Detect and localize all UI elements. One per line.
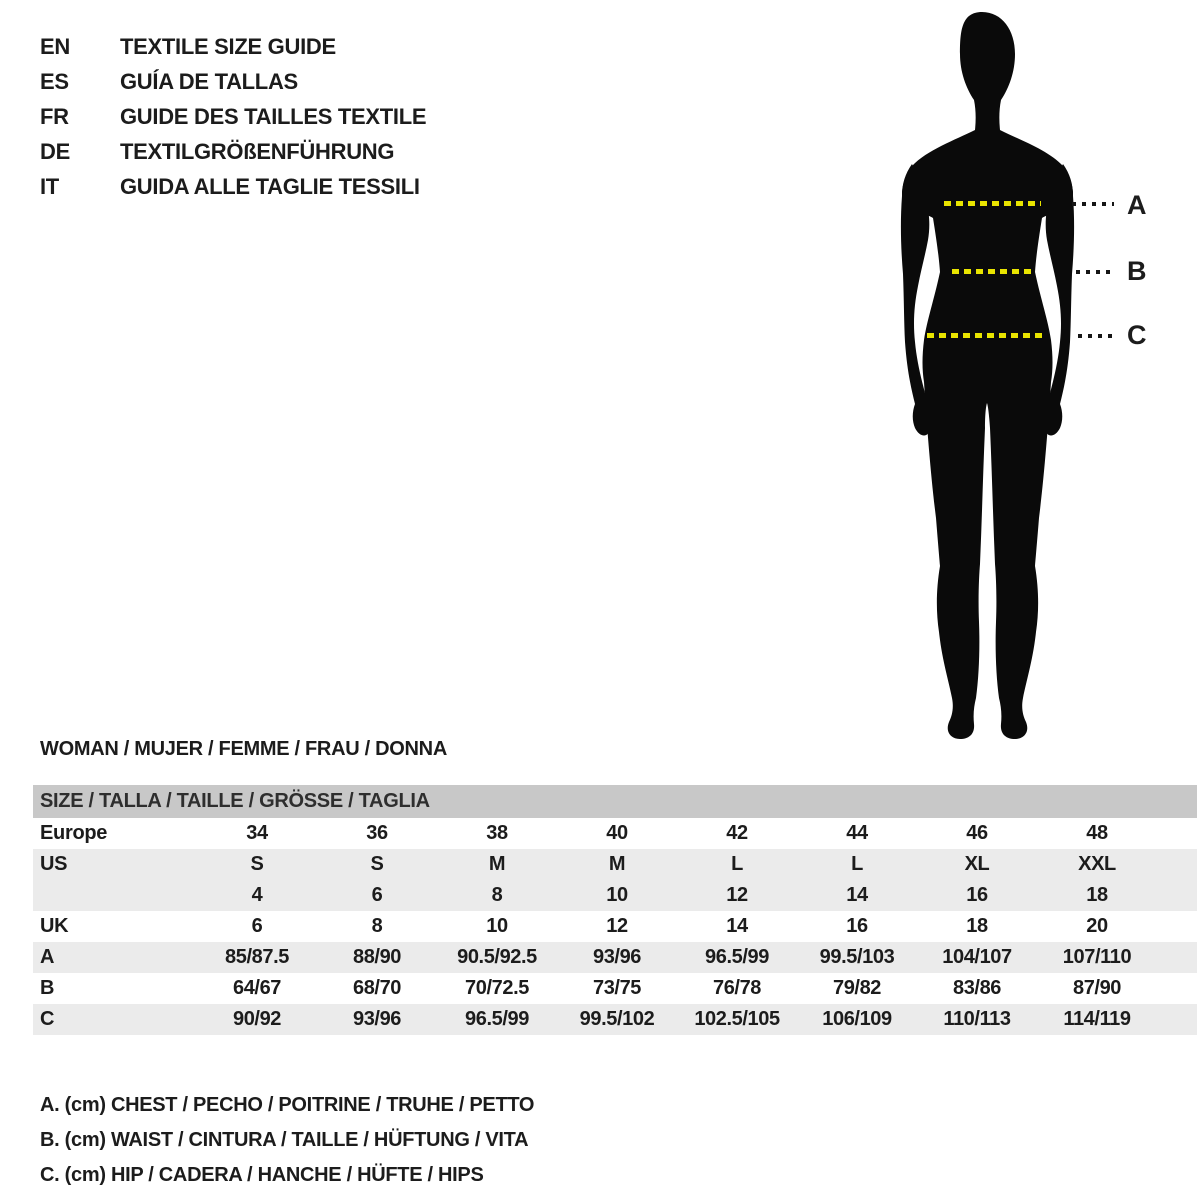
hip-leader-dots [1078,334,1114,338]
size-cell: L [731,853,743,875]
size-cell: 36 [366,822,388,844]
measure-label-waist: B [1127,256,1147,286]
legend-line-chest: A. (cm) CHEST / PECHO / POITRINE / TRUHE / PETTO [40,1094,535,1116]
size-cell: 79/82 [832,977,882,999]
row-filler [1157,973,1197,1004]
language-title: GUIDE DES TAILLES TEXTILE [120,103,427,129]
measurement-legend [40,1088,534,1193]
size-table-row [33,911,1197,942]
size-cell: 46 [966,822,988,844]
size-cell: 6 [251,915,263,937]
language-row [40,64,426,99]
row-filler [1157,880,1197,911]
section-title-woman: WOMAN / MUJER / FEMME / FRAU / DONNA [40,738,447,760]
language-code: EN [40,33,70,59]
size-cell: 14 [846,884,868,906]
size-cell: 104/107 [942,946,1012,968]
silhouette-body-shape [902,12,1073,739]
language-code: FR [40,103,69,129]
size-cell: 83/86 [952,977,1002,999]
size-row-label: US [40,853,68,875]
size-cell: 93/96 [592,946,642,968]
size-table-row [33,1004,1197,1035]
language-row [40,169,426,204]
language-title: GUIDA ALLE TAGLIE TESSILI [120,173,420,199]
size-cell: S [370,853,384,875]
size-cell: 96.5/99 [705,946,769,968]
size-cell: XL [964,853,990,875]
measure-label-hip: C [1127,320,1147,350]
size-cell: 12 [606,915,628,937]
size-cell: 16 [846,915,868,937]
size-cell: 42 [726,822,748,844]
size-table-header: SIZE / TALLA / TAILLE / GRÖSSE / TAGLIA [33,785,1197,818]
language-code: ES [40,68,69,94]
size-cell: 38 [486,822,508,844]
size-cell: 99.5/102 [579,1008,655,1030]
size-row-label: UK [40,915,69,937]
language-title: GUÍA DE TALLAS [120,68,298,94]
language-title: TEXTILE SIZE GUIDE [120,33,336,59]
language-title: TEXTILGRÖßENFÜHRUNG [120,138,395,164]
size-table-row [33,973,1197,1004]
size-cell: 44 [846,822,868,844]
size-cell: 18 [1086,884,1108,906]
chest-leader-dots [1072,202,1114,206]
size-cell: 48 [1086,822,1108,844]
size-cell: 99.5/103 [819,946,895,968]
size-cell: 34 [246,822,268,844]
size-cell: 102.5/105 [694,1008,780,1030]
size-cell: 40 [606,822,628,844]
size-cell: M [488,853,506,875]
row-filler [1157,911,1197,942]
size-cell: 106/109 [822,1008,892,1030]
size-cell: 12 [726,884,748,906]
size-cell: 110/113 [943,1008,1011,1030]
size-table [33,785,1197,1035]
size-row-label: A [40,946,55,968]
size-cell: 10 [606,884,628,906]
size-table-row [33,942,1197,973]
size-cell: L [851,853,863,875]
measure-label-chest: A [1127,190,1147,220]
size-cell: 96.5/99 [465,1008,529,1030]
size-cell: 8 [491,884,503,906]
size-cell: 10 [486,915,508,937]
size-table-row [33,880,1197,911]
language-title-list [40,29,426,204]
size-row-label: C [40,1008,55,1030]
language-code: IT [40,173,59,199]
chest-measure-line [944,201,1041,206]
size-cell: 85/87.5 [225,946,289,968]
size-cell: 68/70 [352,977,402,999]
size-cell: 16 [966,884,988,906]
row-filler [1157,1004,1197,1035]
size-cell: 70/72.5 [465,977,529,999]
size-cell: 107/110 [1062,946,1132,968]
size-cell: 64/67 [232,977,282,999]
size-table-body [33,818,1197,1035]
size-cell: 93/96 [352,1008,402,1030]
woman-silhouette-image [868,8,1108,743]
language-row [40,99,426,134]
size-cell: 20 [1086,915,1108,937]
legend-line-waist: B. (cm) WAIST / CINTURA / TAILLE / HÜFTUNG / VITA [40,1129,529,1151]
size-cell: M [608,853,626,875]
size-cell: 90.5/92.5 [457,946,537,968]
size-cell: 4 [251,884,263,906]
size-cell: 6 [371,884,383,906]
language-row [40,134,426,169]
size-cell: 18 [966,915,988,937]
size-cell: 87/90 [1072,977,1122,999]
size-table-row [33,818,1197,849]
hip-measure-line [927,333,1045,338]
legend-line-hip: C. (cm) HIP / CADERA / HANCHE / HÜFTE / HIPS [40,1164,484,1186]
waist-measure-line [952,269,1034,274]
size-table-row [33,849,1197,880]
size-row-label [33,880,197,911]
language-code: DE [40,138,70,164]
size-cell: 88/90 [352,946,402,968]
size-cell: S [250,853,264,875]
size-cell: 76/78 [712,977,762,999]
size-cell: 90/92 [232,1008,282,1030]
size-cell: XXL [1078,853,1116,875]
size-row-label: B [40,977,55,999]
size-cell: 8 [371,915,383,937]
size-cell: 73/75 [592,977,642,999]
row-filler [1157,849,1197,880]
size-row-label: Europe [40,822,108,844]
row-filler [1157,942,1197,973]
size-cell: 114/119 [1063,1008,1131,1030]
language-row [40,29,426,64]
row-filler [1157,818,1197,849]
size-cell: 14 [726,915,748,937]
waist-leader-dots [1076,270,1114,274]
